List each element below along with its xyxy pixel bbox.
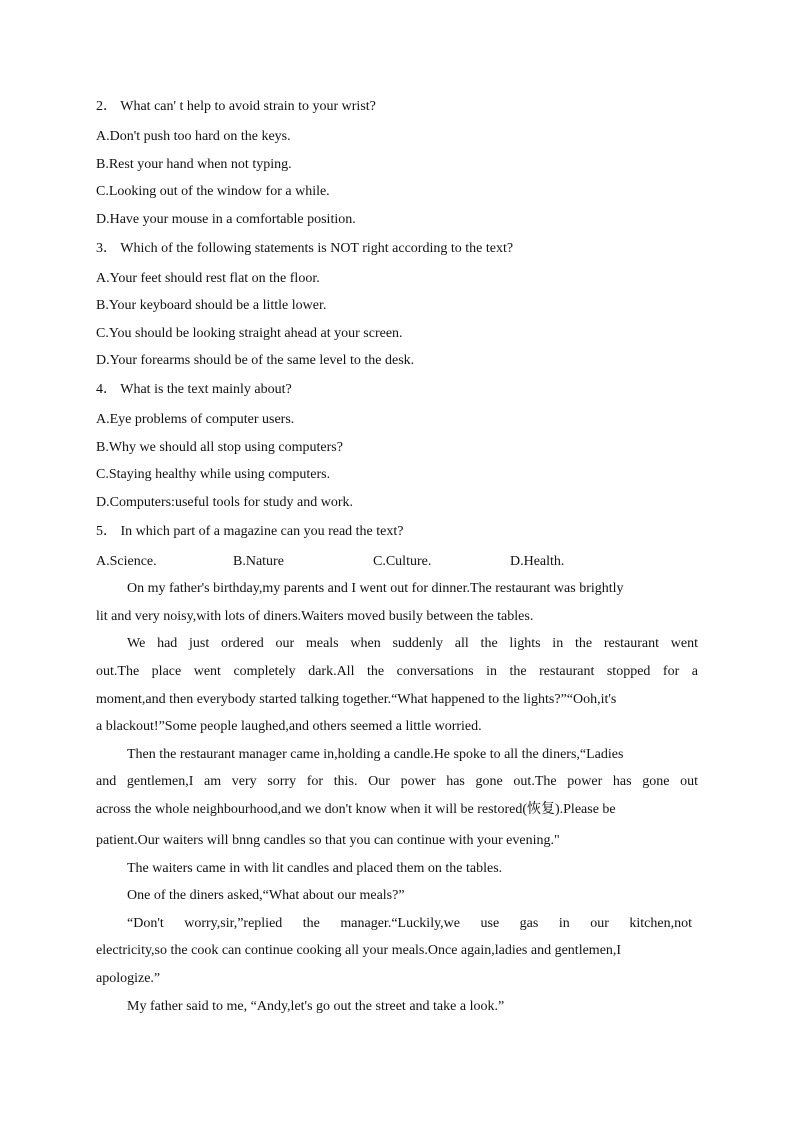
question-4-stem: 4． What is the text mainly about? <box>96 382 292 397</box>
question-4-option-d: D.Computers:useful tools for study and work. <box>96 495 354 510</box>
question-5-stem: 5． In which part of a magazine can you read the text? <box>96 524 404 539</box>
question-3-option-d: D.Your forearms should be of the same level to the desk. <box>96 353 415 368</box>
question-3-option-a: A.Your feet should rest flat on the floor. <box>96 271 320 286</box>
passage-line: out.The place went completely dark.All the conversations in the restaurant stopped for a <box>96 664 698 679</box>
passage-line: We had just ordered our meals when suddenly all the lights in the restaurant went <box>127 636 698 651</box>
question-4-option-b: B.Why we should all stop using computers? <box>96 440 343 455</box>
question-4-option-c: C.Staying healthy while using computers. <box>96 467 331 482</box>
passage-line: patient.Our waiters will bnng candles so that you can continue with your evening." <box>96 833 560 848</box>
passage-line: a blackout!”Some people laughed,and others seemed a little worried. <box>96 719 482 734</box>
passage-line: The waiters came in with lit candles and placed them on the tables. <box>127 861 503 876</box>
passage-line: Then the restaurant manager came in,holding a candle.He spoke to all the diners,“Ladies <box>127 747 624 762</box>
question-4-option-a: A.Eye problems of computer users. <box>96 412 295 427</box>
passage-line: moment,and then everybody started talking together.“What happened to the lights?”“Ooh,it's <box>96 692 617 707</box>
passage-line: My father said to me, “Andy,let's go out the street and take a look.” <box>127 999 505 1014</box>
passage-line: One of the diners asked,“What about our meals?” <box>127 888 405 903</box>
question-2-option-c: C.Looking out of the window for a while. <box>96 184 330 199</box>
question-5-option-b: B.Nature <box>233 554 284 569</box>
question-3-option-c: C.You should be looking straight ahead at your screen. <box>96 326 403 341</box>
question-5-option-c: C.Culture. <box>373 554 432 569</box>
passage-line: apologize.” <box>96 971 161 986</box>
passage-line: and gentlemen,I am very sorry for this. Our power has gone out.The power has gone out <box>96 774 698 789</box>
question-2-stem: 2． What can' t help to avoid strain to your wrist? <box>96 99 376 114</box>
question-2-option-d: D.Have your mouse in a comfortable position. <box>96 212 356 227</box>
question-2-option-b: B.Rest your hand when not typing. <box>96 157 292 172</box>
question-5-option-a: A.Science. <box>96 554 157 569</box>
question-5-option-d: D.Health. <box>510 554 565 569</box>
passage-line: “Don't worry,sir,”replied the manager.“Luckily,we use gas in our kitchen,not <box>127 916 692 931</box>
question-2-option-a: A.Don't push too hard on the keys. <box>96 129 291 144</box>
question-3-option-b: B.Your keyboard should be a little lower. <box>96 298 327 313</box>
passage-line: electricity,so the cook can continue cooking all your meals.Once again,ladies and gentlemen,I <box>96 943 622 958</box>
passage-line: across the whole neighbourhood,and we don't know when it will be restored(恢复).Please be <box>96 802 616 817</box>
question-3-stem: 3． Which of the following statements is NOT right according to the text? <box>96 241 514 256</box>
passage-line: lit and very noisy,with lots of diners.Waiters moved busily between the tables. <box>96 609 534 624</box>
passage-line: On my father's birthday,my parents and I went out for dinner.The restaurant was brightly <box>127 581 624 596</box>
